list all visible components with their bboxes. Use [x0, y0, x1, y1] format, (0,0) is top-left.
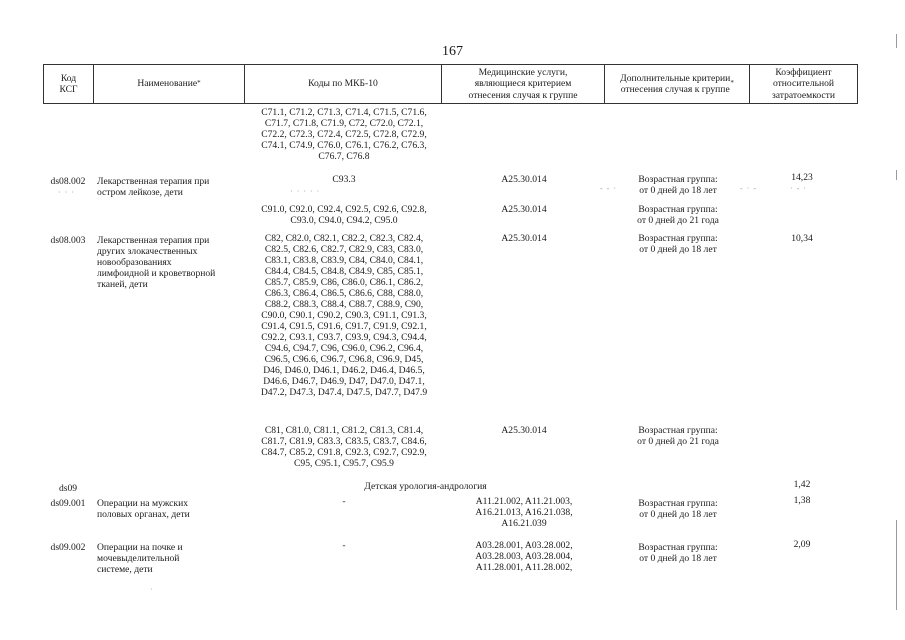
header-criteria-text: Дополнительные критерии отнесения случая к группе: [620, 72, 731, 95]
header-criteria-mark: *: [730, 79, 734, 88]
scan-edge-mark: [896, 34, 897, 48]
row-6-code: ds09.002: [50, 542, 86, 553]
row-4-services: A25.30.014: [501, 425, 547, 436]
scan-speck: ·: [150, 585, 154, 594]
section-title: Детская урология-андрология: [364, 481, 487, 492]
header-name-mark: *: [197, 79, 201, 88]
row-4-mkb: C81, C81.0, C81.1, C81.2, C81.3, C81.4, C81.7, C81.9, C83.3, C83.5, C83.7, C84.6, C84.7, C85.2, C91.8, C92.3, C92.7, C92.9, C95, C95.1, C95.7, C95.9: [261, 425, 427, 469]
header-mkb: Коды по МКБ-10: [308, 78, 378, 90]
header-services: Медицинские услуги, являющиеся критерием отнесения случая к группе: [468, 66, 578, 101]
scan-edge-mark: [896, 170, 897, 180]
row-6-services: A03.28.001, A03.28.002, A03.28.003, A03.28.004, A11.28.001, A11.28.002,: [475, 540, 573, 573]
header-code: Код КСГ: [59, 72, 78, 95]
row-6-coef: 2,09: [793, 539, 811, 550]
scan-speck: · · ·: [58, 188, 75, 197]
header-name: [94, 64, 244, 104]
row-2-mkb: C91.0, C92.0, C92.4, C92.5, C92.6, C92.8, C93.0, C94.0, C94.2, C95.0: [261, 204, 427, 226]
row-5-code: ds09.001: [50, 498, 86, 509]
row-3-services: A25.30.014: [501, 233, 547, 244]
scan-edge-mark: [896, 520, 897, 610]
row-6-criteria: Возрастная группа: от 0 дней до 18 лет: [638, 542, 718, 564]
row-1-mkb: C93.3: [332, 174, 356, 185]
header-right-border: [857, 64, 858, 104]
row-3-criteria: Возрастная группа: от 0 дней до 18 лет: [638, 233, 718, 255]
row-1-criteria: Возрастная группа: от 0 дней до 18 лет: [638, 174, 718, 196]
scan-speck: · · · · ·: [290, 187, 321, 196]
row-2-criteria: Возрастная группа: от 0 дней до 21 года: [637, 204, 719, 226]
scan-speck: - - ·: [600, 184, 617, 193]
scan-speck: · - ·: [790, 184, 807, 193]
row-4-criteria: Возрастная группа: от 0 дней до 21 года: [637, 425, 719, 447]
scan-speck: - · -: [740, 184, 757, 193]
row-6-mkb: -: [342, 540, 346, 551]
section-code: ds09: [58, 483, 78, 494]
row-3-code: ds08.003: [50, 235, 86, 246]
row-3-coef: 10,34: [791, 233, 813, 244]
row-5-coef: 1,38: [793, 495, 811, 506]
row-1-code: ds08.002: [50, 176, 86, 187]
row-5-name: Операции на мужских половых органах, дети: [97, 498, 190, 520]
header-coef: Коэффициент относительной затратоемкости: [771, 66, 836, 101]
page-number: 167: [442, 44, 463, 59]
row-3-name: Лекарственная терапия при других злокачественных новообразованиях лимфоидной и кроветворной тканей, дети: [97, 235, 216, 290]
header-name-text: Наименование: [137, 78, 198, 90]
row-0-mkb: C71.1, C71.2, C71.3, C71.4, C71.5, C71.6, C71.7, C71.8, C71.9, C72, C72.0, C72.1, C72.2, C72.3, C72.4, C72.5, C72.8, C72.9, C74.1, C74.9, C76.0, C76.1, C76.2, C76.3, C76.7, C76.8: [261, 107, 427, 162]
row-5-criteria: Возрастная группа: от 0 дней до 18 лет: [638, 498, 718, 520]
header-criteria: [605, 64, 749, 104]
row-1-coef: 14,23: [791, 172, 813, 183]
row-1-services: A25.30.014: [501, 174, 547, 185]
row-5-mkb: -: [342, 496, 346, 507]
section-coef: 1,42: [793, 479, 811, 490]
row-5-services: A11.21.002, A11.21.003, A16.21.013, A16.21.038, A16.21.039: [475, 496, 573, 529]
row-2-services: A25.30.014: [501, 204, 547, 215]
row-6-name: Операции на почке и мочевыделительной системе, дети: [97, 542, 183, 575]
row-1-name: Лекарственная терапия при остром лейкозе, дети: [97, 176, 210, 198]
row-3-mkb: C82, C82.0, C82.1, C82.2, C82.3, C82.4, C82.5, C82.6, C82.7, C82.9, C83, C83.0, C83.1, C83.8, C83.9, C84, C84.0, C84.1, C84.4, C84.5, C84.8, C84.9, C85, C85.1, C85.7, C85.9, C86, C86.0, C86.1, C86.2, C86.3, C86.4, C86.5, C86.6, C88, C88.0, C88.2, C88.3, C88.4, C88.7, C88.9, C90, C90.0, C90.1, C90.2, C90.3, C91.1, C91.3, C91.4, C91.5, C91.6, C91.7, C91.9, C92.1, C92.2, C93.1, C93.7, C93.9, C94.3, C94.4, C94.6, C94.7, C96, C96.0, C96.2, C96.4, C96.5, C96.6, C96.7, C96.8, C96.9, D45, D46, D46.0, D46.1, D46.2, D46.4, D46.5, D46.6, D46.7, D46.9, D47, D47.0, D47.1, D47.2, D47.3, D47.4, D47.5, D47.7, D47.9: [260, 233, 428, 398]
